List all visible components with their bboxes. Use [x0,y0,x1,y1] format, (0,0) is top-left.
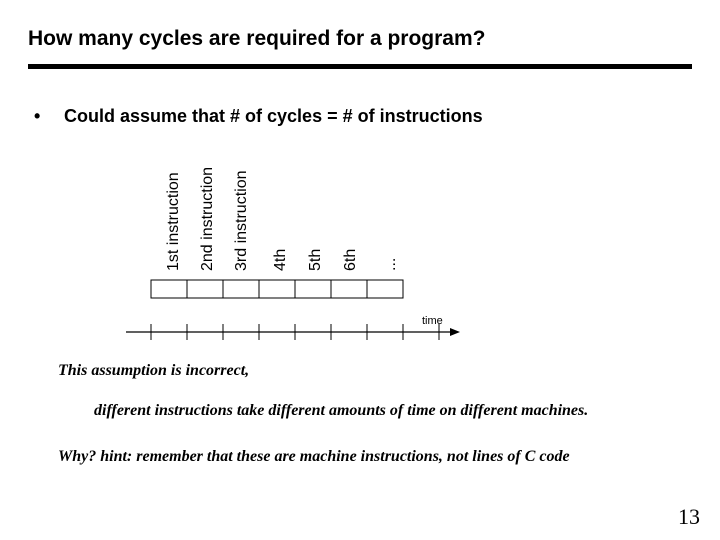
label-instruction-6: 6th [342,248,359,271]
label-instruction-1: 1st instruction [165,172,182,271]
time-label: time [422,315,443,327]
label-instruction-2: 2nd instruction [199,166,216,271]
paragraph-line-3: Why? hint: remember that these are machine instructions, not lines of C code [58,448,570,465]
instruction-boxes [151,280,403,298]
label-instruction-4: 4th [272,248,289,271]
label-instruction-5: 5th [307,248,324,271]
instruction-box [367,280,403,298]
time-axis-arrowhead [450,328,460,336]
bullet-text: Could assume that # of cycles = # of instructions [64,106,483,126]
bullet-marker: • [34,106,41,126]
instruction-box [295,280,331,298]
label-instruction-more: ... [382,257,399,271]
timeline-axis [126,328,460,336]
page-number: 13 [678,504,700,529]
label-instruction-3: 3rd instruction [233,170,250,271]
paragraph-line-1: This assumption is incorrect, [58,362,250,379]
paragraph-line-2: different instructions take different amounts of time on different machines. [94,402,589,419]
instruction-box [187,280,223,298]
instruction-box [151,280,187,298]
instruction-box [259,280,295,298]
instruction-box [331,280,367,298]
slide-title: How many cycles are required for a program? [28,27,486,50]
instruction-box [223,280,259,298]
